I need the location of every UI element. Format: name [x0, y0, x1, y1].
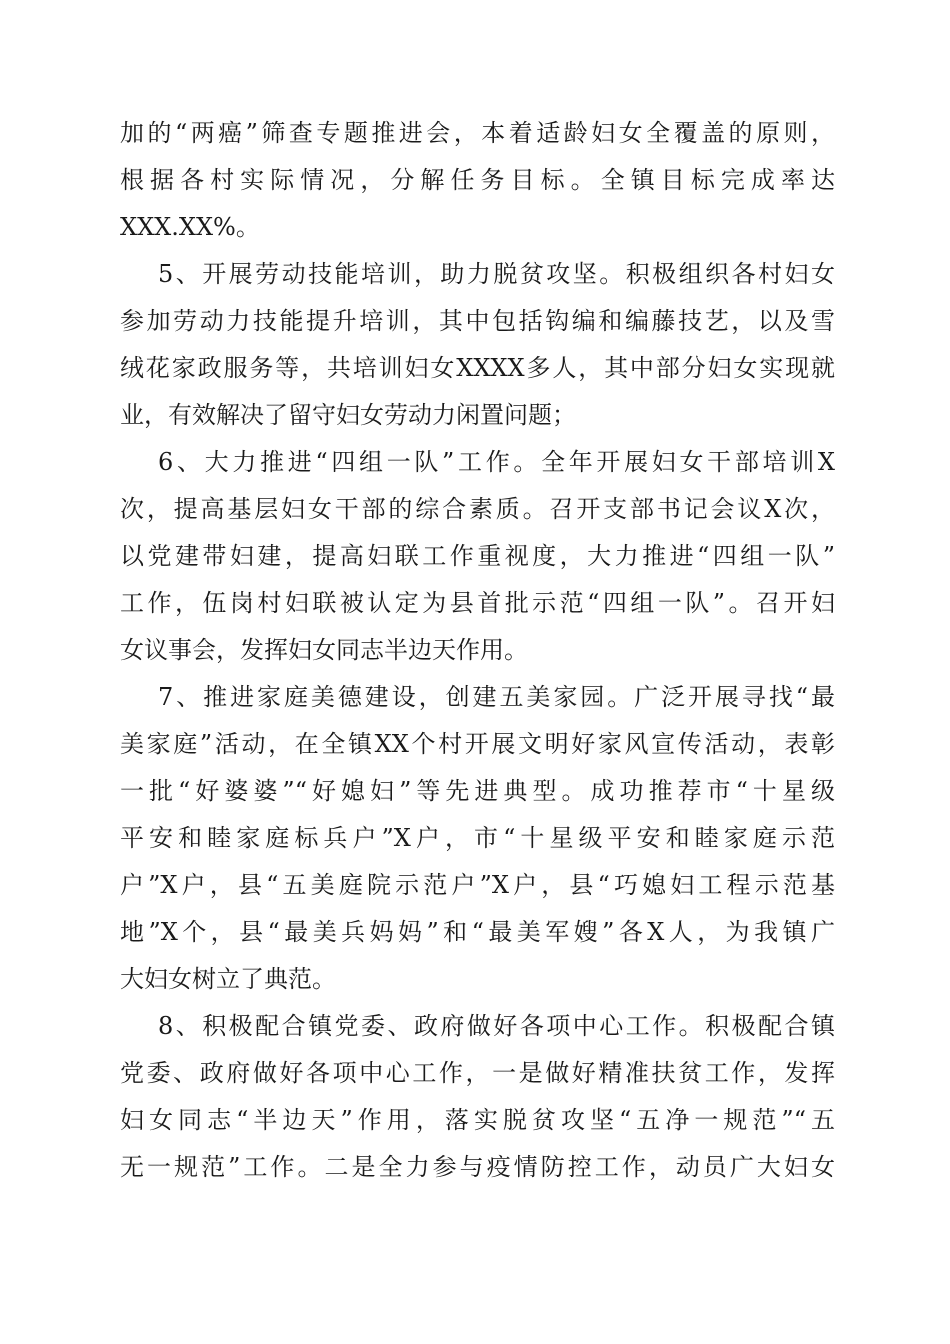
text-line: 平安和睦家庭标兵户”X户，市“十星级平安和睦家庭示范: [120, 824, 835, 852]
text-line: 以党建带妇建，提高妇联工作重视度，大力推进“四组一队”: [120, 542, 835, 570]
text-line: 地”X个，县“最美兵妈妈”和“最美军嫂”各X人，为我镇广: [120, 918, 835, 946]
paragraph-heading-line: 7、推进家庭美德建设，创建五美家园。广泛开展寻找“最: [158, 683, 835, 711]
text-line: 业，有效解决了留守妇女劳动力闲置问题；: [120, 401, 576, 429]
text-line: 参加劳动力技能提升培训，其中包括钩编和编藤技艺，以及雪: [120, 307, 835, 335]
text-line: 次，提高基层妇女干部的综合素质。召开支部书记会议X次，: [120, 495, 835, 523]
paragraph-heading-line: 8、积极配合镇党委、政府做好各项中心工作。积极配合镇: [158, 1012, 835, 1040]
text-line: 美家庭”活动，在全镇XX个村开展文明好家风宣传活动，表彰: [120, 730, 835, 758]
document-body: [120, 110, 835, 1191]
text-line: 根据各村实际情况，分解任务目标。全镇目标完成率达: [120, 166, 835, 194]
text-line: 绒花家政服务等，共培训妇女XXXX多人，其中部分妇女实现就: [120, 354, 835, 382]
text-line: 妇女同志“半边天”作用，落实脱贫攻坚“五净一规范”“五: [120, 1106, 835, 1134]
text-line: 一批“好婆婆”“好媳妇”等先进典型。成功推荐市“十星级: [120, 777, 835, 805]
text-line: XXX.XX%。: [120, 213, 260, 241]
text-line: 大妇女树立了典范。: [120, 965, 336, 993]
text-line: 党委、政府做好各项中心工作，一是做好精准扶贫工作，发挥: [120, 1059, 835, 1087]
text-line: 工作，伍岗村妇联被认定为县首批示范“四组一队”。召开妇: [120, 589, 835, 617]
text-line: 加的“两癌”筛查专题推进会，本着适龄妇女全覆盖的原则，: [120, 119, 835, 147]
text-line: 女议事会，发挥妇女同志半边天作用。: [120, 636, 528, 664]
paragraph-heading-line: 5、开展劳动技能培训，助力脱贫攻坚。积极组织各村妇女: [158, 260, 835, 288]
paragraph-heading-line: 6、大力推进“四组一队”工作。全年开展妇女干部培训X: [158, 448, 835, 476]
text-line: 户”X户，县“五美庭院示范户”X户，县“巧媳妇工程示范基: [120, 871, 835, 899]
text-line: 无一规范”工作。二是全力参与疫情防控工作，动员广大妇女: [120, 1153, 835, 1181]
